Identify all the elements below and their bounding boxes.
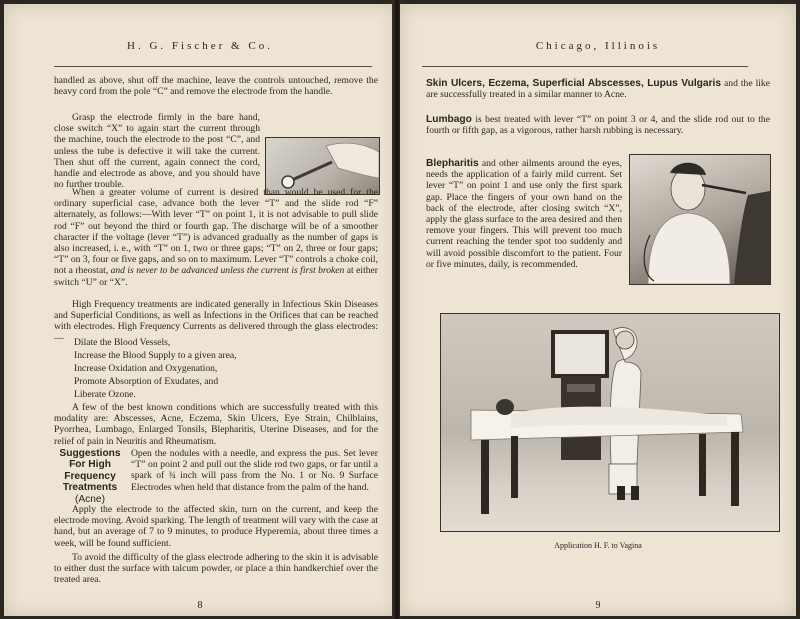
paragraph-avoid: To avoid the difficulty of the glass electrode adhering to the skin it is advisable to either dust the surface with talcum powder, or place a thin handkerchief over the treated area.: [54, 552, 378, 586]
header-rule: [422, 66, 748, 67]
paragraph-grasp: Grasp the electrode firmly in the bare hand, close switch “X” to again start the current through the machine, touch the electrode to the post “C”, and unless the tube is defective it will take the current. Then shut off the current, again connect the cord, handle and electrode as above, and you should have no further trouble.: [54, 112, 260, 191]
side-heading-acne: [54, 448, 126, 505]
running-head-right: Chicago, Illinois: [535, 40, 661, 52]
text-blepharitis: and other ailments around the eyes, needs the application of a fairly mild current. Set lever “T” on point 1 and use only the first spark gap. Place the fingers of your own hand on the back of the electrode, after closing switch “X”, apply the glass surface to the area desired and then remove your fingers. This will prevent too much current reaching the tender spot too suddenly and will avoid possible discomfort to the patient. Four or five minutes, daily, is recommended.: [426, 158, 622, 270]
left-page: [4, 4, 396, 616]
right-page: [400, 4, 796, 616]
heading-skin-ulcers: Skin Ulcers, Eczema, Superficial Abscesses, Lupus Vulgaris: [426, 78, 722, 89]
text-greater-end: at either switch “U” or “X”.: [54, 265, 378, 288]
effect-item: Increase Oxidation and Oxygenation,: [74, 363, 218, 374]
treatment-table-photo: [440, 313, 780, 532]
blepharitis-treatment-photo: [629, 154, 771, 285]
paragraph-apply: Apply the electrode to the affected skin, turn on the current, and keep the electrode moving. Avoid sparking. The length of treatment will vary with the case at hand, but an average of 7 to 9 minutes, to produce Hyperemia, about three times a week, will be found sufficient.: [54, 504, 378, 549]
paragraph-intro: handled as above, shut off the machine, leave the controls untouched, remove the heavy cord from the pole “C” and remove the electrode from the handle.: [54, 75, 378, 98]
side-heading-line: Suggestions: [59, 448, 121, 459]
effect-item: Dilate the Blood Vessels,: [74, 337, 171, 348]
text-lumbago: is best treated with lever “T” on point 3 or 4, and the slide rod out to the fourth or fifth gap, as a vigorous, rather harsh rubbing is necessary.: [426, 114, 770, 137]
paragraph-high-frequency: High Frequency treatments are indicated generally in Infectious Skin Diseases and Superficial Conditions, as well as Infections in the Orifices that can be reached with electrodes. High Frequency Currents as delivered through the glass electrodes:—: [54, 299, 378, 344]
side-heading-line: Frequency: [64, 470, 116, 482]
text-greater: When a greater volume of current is desired than would be used for the ordinary superficial case, advance both the lever “T” and the slide rod “F” alternately, as follows:—With lever “T” on point 1, it is not advisable to pull slide rod “F” out beyond the third or fourth gap. The discharge will be of a smoother character if the voltage (lever “T”) is advanced gradually as the number of gaps is also increased, i. e., with “T” on 1, two or three gaps; “T” on 2, three or four gaps; “T” on 3, four or five gaps, and so on to maximum. Lever “T” controls a choke coil, not a rheostat,: [54, 187, 378, 277]
effect-item: Liberate Ozone.: [74, 389, 136, 400]
text-skin-ulcers: and the like are successfully treated in a similar manner to Acne.: [426, 78, 770, 101]
paragraph-skin-ulcers: [426, 78, 770, 100]
text-greater-italic: and is never to be advanced unless the current is first broken: [110, 265, 345, 277]
effect-item: Promote Absorption of Exudates, and: [74, 376, 219, 387]
paragraph-acne: Open the nodules with a needle, and express the pus. Set lever “T” on point 2 and pull out the slide rod two gaps, or far until a spark of ¾ inch will pass from the No. 1 or No. 9 Surface Electrodes when held that distance from the palm of the hand.: [131, 448, 378, 493]
side-heading-line: (Acne): [74, 493, 105, 505]
heading-blepharitis: Blepharitis: [426, 158, 479, 169]
figure-caption: Application H. F. to Vagina: [554, 541, 642, 550]
effect-item: Increase the Blood Supply to a given area,: [74, 350, 237, 361]
header-rule: [54, 66, 372, 67]
paragraph-conditions: A few of the best known conditions which are successfully treated with this modality are: Abscesses, Acne, Eczema, Skin Ulcers, Eye Strain, Chilblains, Pyorrhea, Lumbago, Enlarged Tonsils, Blepharitis, Uterine Diseases, and for the relief of pain in Neuritis and Rheumatism.: [54, 402, 378, 447]
paragraph-lumbago: [426, 114, 770, 136]
page-number-right: 9: [595, 600, 601, 611]
page-number-left: 8: [197, 600, 203, 611]
side-heading-line: Treatments: [62, 482, 118, 494]
effects-list: [54, 336, 378, 401]
paragraph-greater-volume: [54, 187, 378, 288]
running-head-left: H. G. Fischer & Co.: [127, 40, 273, 52]
paragraph-blepharitis: [426, 158, 622, 270]
side-heading-line: For High: [69, 459, 111, 471]
heading-lumbago: Lumbago: [426, 114, 472, 125]
